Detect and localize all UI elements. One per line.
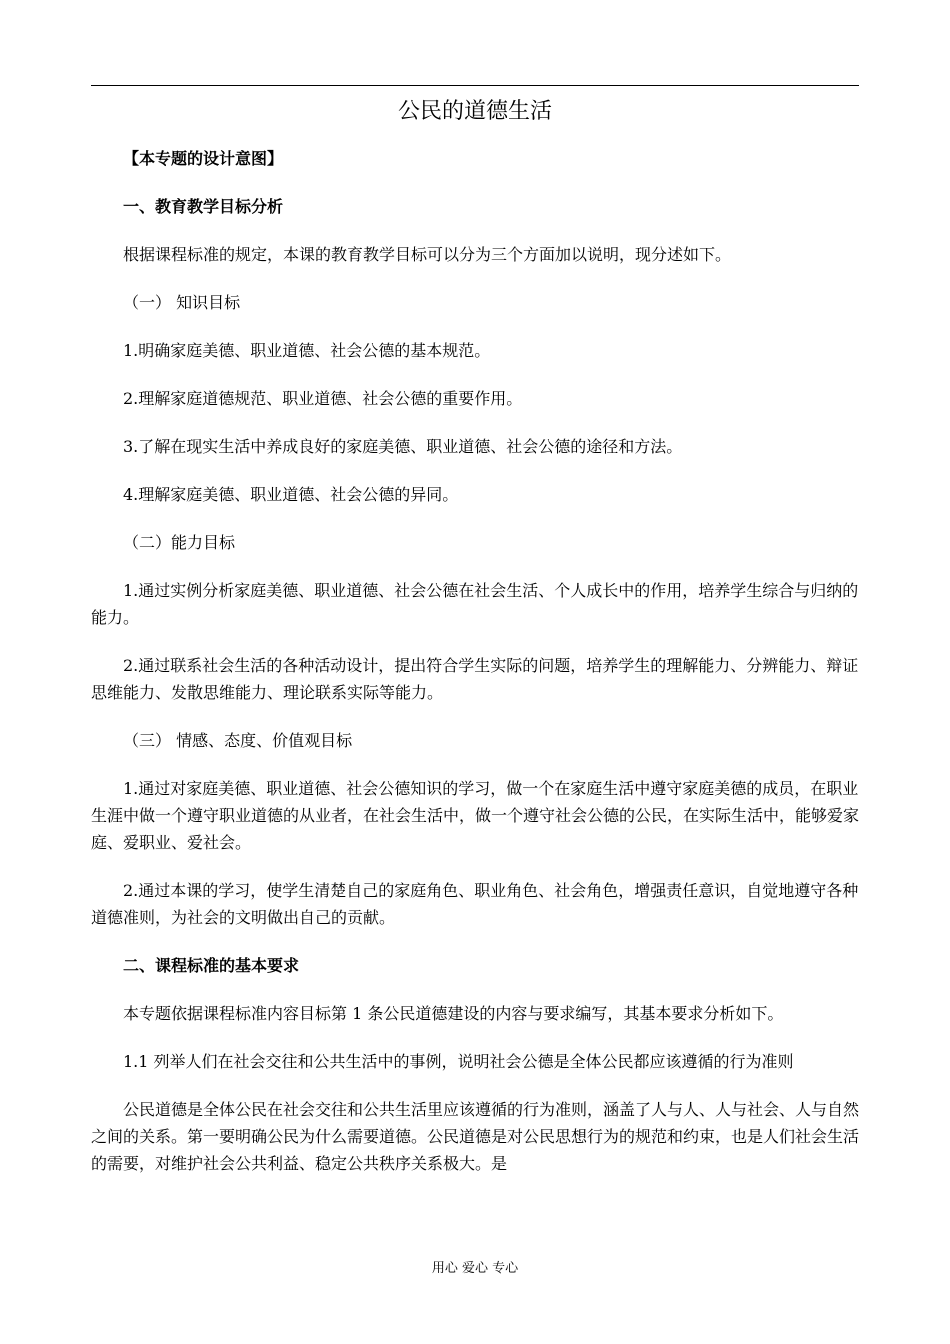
subheading-ability-goals: （二）能力目标 [123, 533, 236, 552]
paragraph-requirements-intro: 本专题依据课程标准内容目标第 1 条公民道德建设的内容与要求编写，其基本要求分析如下。 [123, 1004, 784, 1023]
list-item: 1.通过实例分析家庭美德、职业道德、社会公德在社会生活、个人成长中的作用，培养学生综合与归纳的能力。 [91, 581, 859, 627]
section-heading-teaching-goals: 一、教育教学目标分析 [123, 197, 284, 216]
list-item: 2.通过联系社会生活的各种活动设计，提出符合学生实际的问题，培养学生的理解能力、分辨能力、辩证思维能力、发散思维能力、理论联系实际等能力。 [91, 656, 859, 702]
list-item: 1.通过对家庭美德、职业道德、社会公德知识的学习，做一个在家庭生活中遵守家庭美德的成员，在职业生涯中做一个遵守职业道德的从业者，在社会生活中，做一个遵守社会公德的公民，在实际生活中，能够爱家庭、爱职业、爱社会。 [91, 779, 860, 852]
list-item: 2.理解家庭道德规范、职业道德、社会公德的重要作用。 [123, 389, 523, 408]
document-title: 公民的道德生活 [397, 99, 552, 124]
document-body [91, 96, 859, 1198]
list-item: 1.明确家庭美德、职业道德、社会公德的基本规范。 [123, 341, 491, 360]
section-heading-curriculum-requirements: 二、课程标准的基本要求 [123, 956, 300, 975]
list-item: 2.通过本课的学习，使学生清楚自己的家庭角色、职业角色、社会角色，增强责任意识，自觉地遵守各种道德准则，为社会的文明做出自己的贡献。 [91, 881, 859, 927]
subheading-knowledge-goals: （一） 知识目标 [123, 293, 241, 312]
subheading-values-goals: （三） 情感、态度、价值观目标 [123, 731, 353, 750]
paragraph-intro: 根据课程标准的规定，本课的教育教学目标可以分为三个方面加以说明，现分述如下。 [123, 245, 732, 264]
list-item: 4.理解家庭美德、职业道德、社会公德的异同。 [123, 485, 459, 504]
paragraph-requirement-1-1: 1.1 列举人们在社会交往和公共生活中的事例，说明社会公德是全体公民都应该遵循的行为准则 [123, 1052, 794, 1071]
header-rule [91, 85, 859, 86]
section-heading-design-intent: 【本专题的设计意图】 [123, 149, 284, 168]
paragraph-civic-morality: 公民道德是全体公民在社会交往和公共生活里应该遵循的行为准则，涵盖了人与人、人与社会、人与自然之间的关系。第一要明确公民为什么需要道德。公民道德是对公民思想行为的规范和约束，也是人们社会生活的需要，对维护社会公共利益、稳定公共秩序关系极大。是 [91, 1100, 860, 1173]
list-item: 3.了解在现实生活中养成良好的家庭美德、职业道德、社会公德的途径和方法。 [123, 437, 683, 456]
page-footer: 用心 爱心 专心 [431, 1261, 519, 1276]
